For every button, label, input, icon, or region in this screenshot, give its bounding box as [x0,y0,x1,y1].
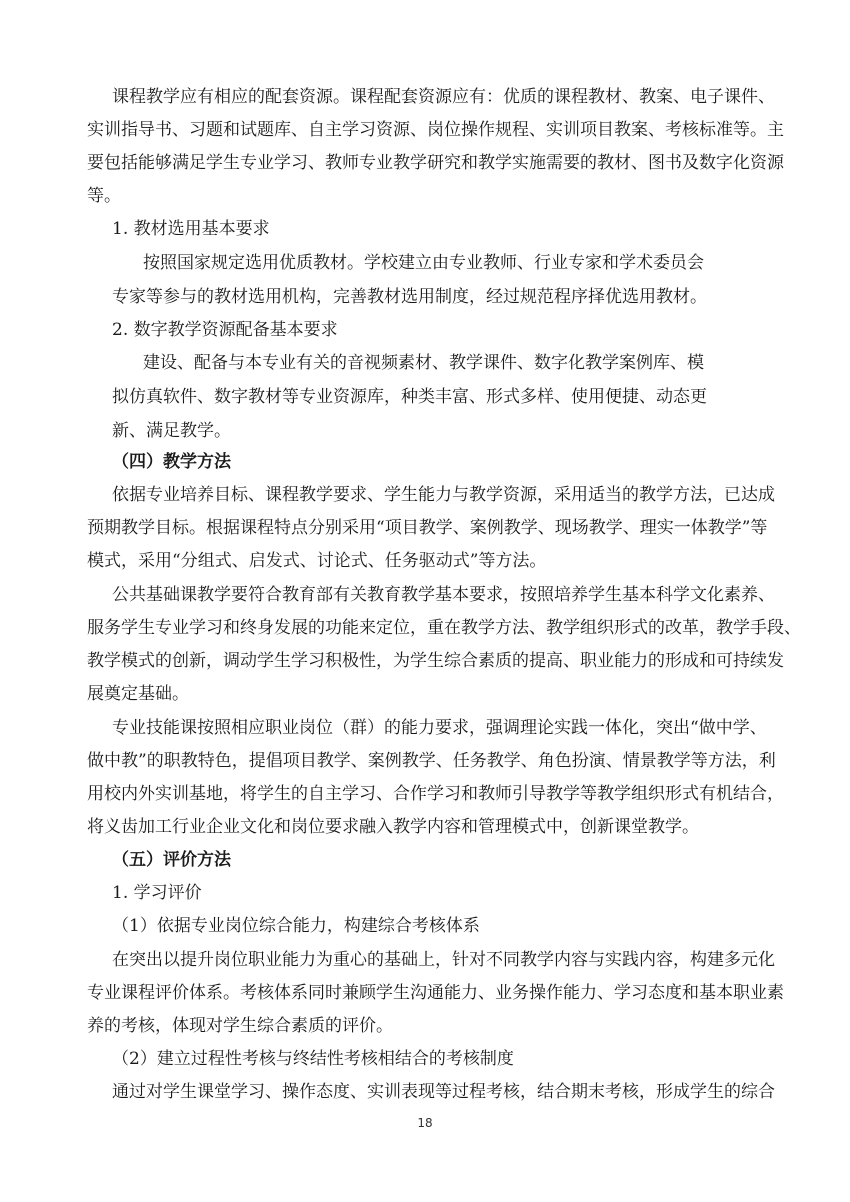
para-line: 展奠定基础。 [87,684,189,704]
section-heading: （四）教学方法 [112,452,231,472]
para-line: 教学模式的创新，调动学生学习积极性，为学生综合素质的提高、职业能力的形成和可持续发 [87,651,784,671]
para-line: 课程教学应有相应的配套资源。课程配套资源应有：优质的课程教材、教案、电子课件、 [112,87,775,107]
para-line: 将义齿加工行业企业文化和岗位要求融入教学内容和管理模式中，创新课堂教学。 [87,817,699,837]
subheading: 1. 学习评价 [112,883,202,903]
subheading: （2）建立过程性考核与终结性考核相结合的考核制度 [112,1049,514,1069]
para-line: 建设、配备与本专业有关的音视频素材、教学课件、数字化教学案例库、模 [143,353,704,373]
para-line: 等。 [87,186,121,206]
para-line: 拟仿真软件、数字教材等专业资源库，种类丰富、形式多样、使用便捷、动态更 [112,387,707,407]
subheading: 1. 教材选用基本要求 [112,219,270,239]
para-line: 按照国家规定选用优质教材。学校建立由专业教师、行业专家和学术委员会 [143,253,704,273]
para-line: 模式，采用“分组式、启发式、讨论式、任务驱动式”等方法。 [87,551,547,571]
para-line: 要包括能够满足学生专业学习、教师专业教学研究和教学实施需要的教材、图书及数字化资源 [87,153,784,173]
para-line: 新、满足教学。 [112,421,231,441]
section-heading: （五）评价方法 [112,850,231,870]
para-line: 专业课程评价体系。考核体系同时兼顾学生沟通能力、业务操作能力、学习态度和基本职业素 [87,983,784,1003]
para-line: 做中教”的职教特色，提倡项目教学、案例教学、任务教学、角色扮演、情景教学等方法，利 [87,751,776,771]
para-line: 依据专业培养目标、课程教学要求、学生能力与教学资源，采用适当的教学方法，已达成 [112,485,775,505]
para-line: 预期教学目标。根据课程特点分别采用“项目教学、案例教学、现场教学、理实一体教学”等 [87,518,768,538]
page-number: 18 [417,1116,433,1130]
para-line: 公共基础课教学要符合教育部有关教育教学基本要求，按照培养学生基本科学文化素养、 [112,585,775,605]
para-line: 在突出以提升岗位职业能力为重心的基础上，针对不同教学内容与实践内容，构建多元化 [112,950,775,970]
para-line: 专家等参与的教材选用机构，完善教材选用制度，经过规范程序择优选用教材。 [112,287,707,307]
subheading: （1）依据专业岗位综合能力，构建综合考核体系 [112,916,480,936]
para-line: 实训指导书、习题和试题库、自主学习资源、岗位操作规程、实训项目教案、考核标准等。主 [87,120,784,140]
para-line: 服务学生专业学习和终身发展的功能来定位，重在教学方法、教学组织形式的改革，教学手段、 [87,618,801,638]
para-line: 通过对学生课堂学习、操作态度、实训表现等过程考核，结合期末考核，形成学生的综合 [112,1082,775,1102]
subheading: 2. 数字教学资源配备基本要求 [112,320,338,340]
para-line: 养的考核，体现对学生综合素质的评价。 [87,1016,393,1036]
para-line: 专业技能课按照相应职业岗位（群）的能力要求，强调理论实践一体化，突出“做中学、 [112,718,767,738]
para-line: 用校内外实训基地，将学生的自主学习、合作学习和教师引导教学等教学组织形式有机结合， [87,784,784,804]
